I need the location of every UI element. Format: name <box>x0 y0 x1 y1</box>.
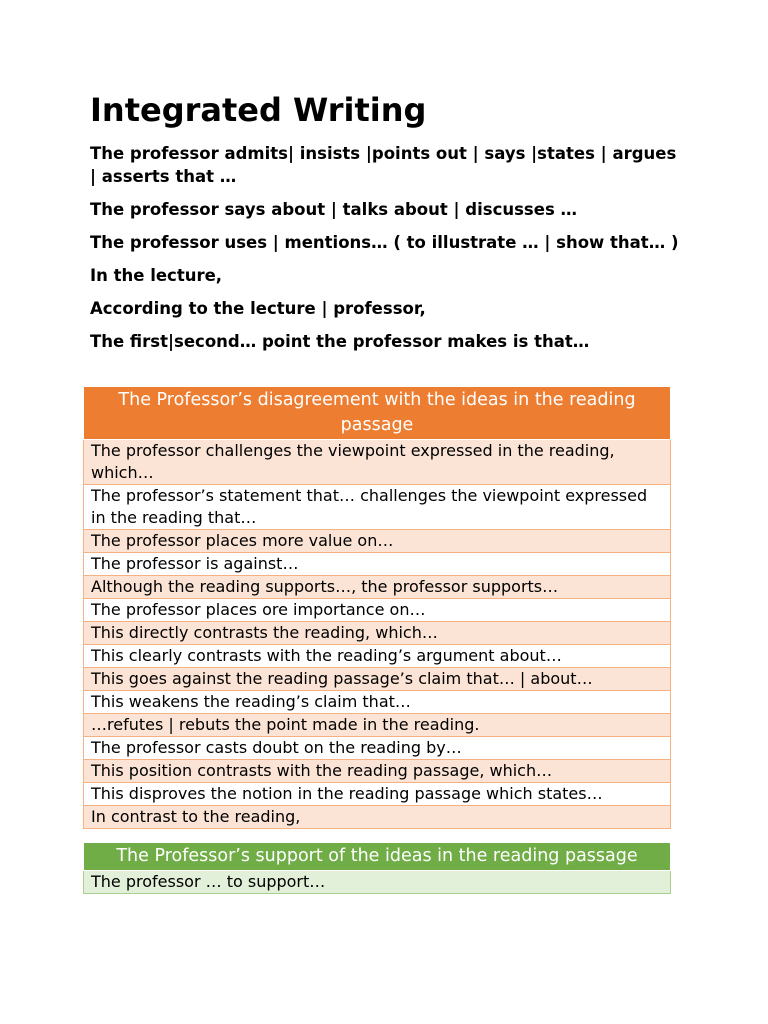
table-cell: This goes against the reading passage’s claim that… | about… <box>84 668 671 691</box>
table-cell: This weakens the reading’s claim that… <box>84 691 671 714</box>
table-row <box>84 485 671 530</box>
table-cell: The professor’s statement that… challenges the viewpoint expressed in the reading that… <box>84 485 671 530</box>
phrase-item: In the lecture, <box>90 266 223 285</box>
table-cell: Although the reading supports…, the professor supports… <box>84 576 671 599</box>
table-row <box>84 760 671 783</box>
table-cell: The professor places more value on… <box>84 530 671 553</box>
table-row <box>84 871 671 894</box>
table-cell: The professor places ore importance on… <box>84 599 671 622</box>
table-cell: The professor … to support… <box>84 871 671 894</box>
table-cell: The professor is against… <box>84 553 671 576</box>
table-row <box>84 645 671 668</box>
table-cell: This clearly contrasts with the reading’s argument about… <box>84 645 671 668</box>
phrase-item: The professor uses | mentions… ( to illustrate … | show that… ) <box>90 233 679 252</box>
table-row <box>84 530 671 553</box>
table-row <box>84 737 671 760</box>
table-row <box>84 668 671 691</box>
phrase-item: The first|second… point the professor makes is that… <box>90 332 590 351</box>
table-row <box>84 622 671 645</box>
table-row <box>84 553 671 576</box>
support-table <box>83 842 671 894</box>
table-row <box>84 783 671 806</box>
page-title: Integrated Writing <box>90 91 427 129</box>
table-cell: …refutes | rebuts the point made in the reading. <box>84 714 671 737</box>
table-header-row <box>84 387 671 440</box>
disagreement-table-header: The Professor’s disagreement with the ideas in the reading passage <box>84 387 671 440</box>
table-row <box>84 599 671 622</box>
disagreement-table <box>83 386 671 829</box>
phrase-item: According to the lecture | professor, <box>90 299 426 318</box>
phrase-item: The professor admits| insists |points out | says |states | argues | asserts that … <box>90 144 677 186</box>
table-cell: This directly contrasts the reading, which… <box>84 622 671 645</box>
table-cell: The professor challenges the viewpoint expressed in the reading, which… <box>84 440 671 485</box>
table-row <box>84 691 671 714</box>
table-cell: In contrast to the reading, <box>84 806 671 829</box>
table-cell: The professor casts doubt on the reading by… <box>84 737 671 760</box>
support-table-header: The Professor’s support of the ideas in the reading passage <box>84 843 671 871</box>
table-row <box>84 440 671 485</box>
phrase-list <box>90 142 680 363</box>
table-row <box>84 714 671 737</box>
table-cell: This disproves the notion in the reading passage which states… <box>84 783 671 806</box>
table-cell: This position contrasts with the reading passage, which… <box>84 760 671 783</box>
table-row <box>84 576 671 599</box>
phrase-item: The professor says about | talks about | discusses … <box>90 200 578 219</box>
table-header-row <box>84 843 671 871</box>
table-row <box>84 806 671 829</box>
